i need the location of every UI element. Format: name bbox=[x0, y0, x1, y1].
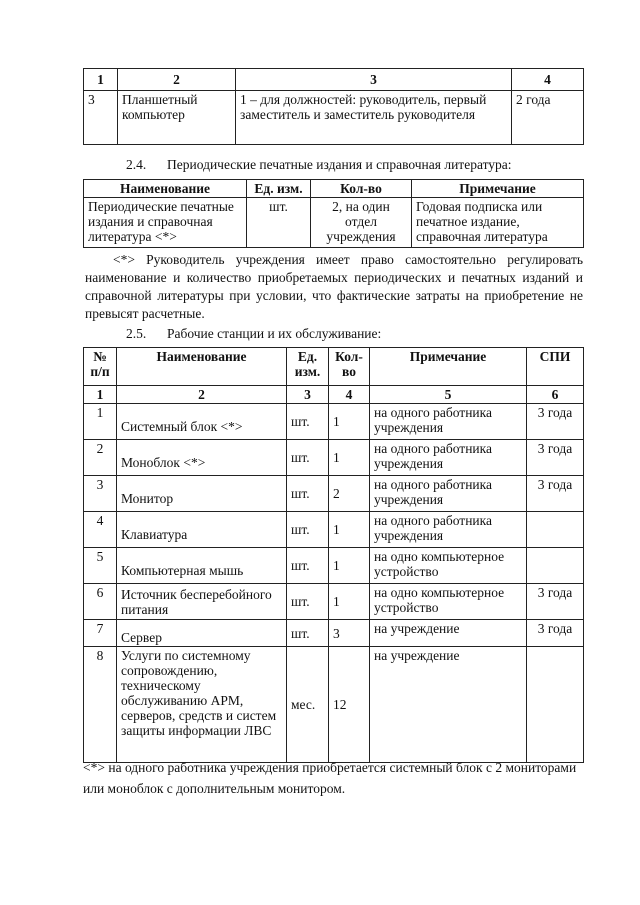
col-header-num: № п/п bbox=[84, 348, 117, 386]
row-name: Компьютерная мышь bbox=[117, 548, 287, 584]
table-row bbox=[84, 476, 584, 512]
row-qty: 1 bbox=[329, 512, 370, 548]
row-unit: шт. bbox=[287, 440, 329, 476]
footnote-workstations: <*> на одного работника учреждения приобретается системный блок с 2 мониторами или моноблок с дополнительным монитором. bbox=[83, 760, 577, 796]
workstations-table bbox=[83, 347, 584, 763]
row-term: 3 года bbox=[527, 440, 584, 476]
row-name: Клавиатура bbox=[117, 512, 287, 548]
row-note: на одно компьютерное устройство bbox=[370, 584, 527, 620]
table-row bbox=[84, 512, 584, 548]
row-number: 5 bbox=[84, 548, 117, 584]
col-number-6: 6 bbox=[527, 386, 584, 404]
col-header-note: Примечание bbox=[412, 180, 584, 198]
row-number: 8 bbox=[84, 647, 117, 763]
row-qty: 2, на один отдел учреждения bbox=[311, 198, 412, 248]
row-note: на одного работника учреждения bbox=[370, 440, 527, 476]
row-unit: шт. bbox=[287, 548, 329, 584]
row-qty: 1 bbox=[329, 584, 370, 620]
row-number: 4 bbox=[84, 512, 117, 548]
col-number-3: 3 bbox=[287, 386, 329, 404]
row-unit: шт. bbox=[287, 584, 329, 620]
col-header-2: 2 bbox=[118, 69, 236, 91]
row-number: 6 bbox=[84, 584, 117, 620]
row-term bbox=[527, 548, 584, 584]
section-number: 2.4. bbox=[126, 157, 147, 172]
col-header-qty: Кол-во bbox=[311, 180, 412, 198]
section-number: 2.5. bbox=[126, 326, 147, 341]
row-term: 3 года bbox=[527, 476, 584, 512]
equipment-table-continued bbox=[83, 68, 584, 145]
row-note: на одного работника учреждения bbox=[370, 476, 527, 512]
row-term: 3 года bbox=[527, 620, 584, 647]
row-name: Сервер bbox=[117, 620, 287, 647]
footnote-periodicals: <*> Руководитель учреждения имеет право самостоятельно регулировать наименование и количество приобретаемых периодических и печатных изданий и справочной литературы при условии, что фактические затраты на приобретение не превысят расчетные. bbox=[85, 252, 583, 321]
row-number: 1 bbox=[84, 404, 117, 440]
row-number: 3 bbox=[84, 91, 118, 145]
col-number-2: 2 bbox=[117, 386, 287, 404]
row-unit: шт. bbox=[287, 620, 329, 647]
col-header-1: 1 bbox=[84, 69, 118, 91]
col-header-qty: Кол-во bbox=[329, 348, 370, 386]
table-row bbox=[84, 620, 584, 647]
row-qty: 1 bbox=[329, 548, 370, 584]
table-row bbox=[84, 91, 584, 145]
section-heading-2-4 bbox=[126, 157, 512, 173]
col-number-1: 1 bbox=[84, 386, 117, 404]
col-header-4: 4 bbox=[512, 69, 584, 91]
col-header-unit: Ед. изм. bbox=[247, 180, 311, 198]
row-qty: 3 bbox=[329, 620, 370, 647]
row-unit: шт. bbox=[287, 404, 329, 440]
row-name: Услуги по системному сопровождению, техническому обслуживанию АРМ, серверов, средств и систем защиты информации ЛВС bbox=[117, 647, 287, 763]
col-number-4: 4 bbox=[329, 386, 370, 404]
col-header-name: Наименование bbox=[84, 180, 247, 198]
row-note: на одного работника учреждения bbox=[370, 512, 527, 548]
row-name: Моноблок <*> bbox=[117, 440, 287, 476]
col-header-3: 3 bbox=[236, 69, 512, 91]
row-note: на одно компьютерное устройство bbox=[370, 548, 527, 584]
periodicals-table bbox=[83, 179, 584, 248]
row-number: 7 bbox=[84, 620, 117, 647]
row-note: на учреждение bbox=[370, 647, 527, 763]
row-unit: шт. bbox=[287, 476, 329, 512]
row-note: Годовая подписка или печатное издание, справочная литература bbox=[412, 198, 584, 248]
table-row bbox=[84, 548, 584, 584]
row-qty: 2 bbox=[329, 476, 370, 512]
col-number-5: 5 bbox=[370, 386, 527, 404]
col-header-unit: Ед. изм. bbox=[287, 348, 329, 386]
row-note: на одного работника учреждения bbox=[370, 404, 527, 440]
row-unit: шт. bbox=[247, 198, 311, 248]
section-title: Рабочие станции и их обслуживание: bbox=[167, 326, 382, 341]
table-row bbox=[84, 404, 584, 440]
row-note: 1 – для должностей: руководитель, первый заместитель и заместитель руководителя bbox=[236, 91, 512, 145]
row-qty: 1 bbox=[329, 404, 370, 440]
row-term: 2 года bbox=[512, 91, 584, 145]
row-name: Планшетный компьютер bbox=[118, 91, 236, 145]
section-title: Периодические печатные издания и справочная литература: bbox=[167, 157, 512, 172]
row-qty: 12 bbox=[329, 647, 370, 763]
table-row bbox=[84, 198, 584, 248]
row-name: Монитор bbox=[117, 476, 287, 512]
table-row bbox=[84, 440, 584, 476]
row-unit: шт. bbox=[287, 512, 329, 548]
row-name: Системный блок <*> bbox=[117, 404, 287, 440]
row-name: Периодические печатные издания и справочная литература <*> bbox=[84, 198, 247, 248]
col-header-term: СПИ bbox=[527, 348, 584, 386]
col-header-name: Наименование bbox=[117, 348, 287, 386]
row-name: Источник бесперебойного питания bbox=[117, 584, 287, 620]
section-heading-2-5 bbox=[126, 326, 381, 342]
row-term bbox=[527, 647, 584, 763]
row-note: на учреждение bbox=[370, 620, 527, 647]
table-row bbox=[84, 647, 584, 763]
row-number: 2 bbox=[84, 440, 117, 476]
col-header-note: Примечание bbox=[370, 348, 527, 386]
row-qty: 1 bbox=[329, 440, 370, 476]
row-number: 3 bbox=[84, 476, 117, 512]
table-row bbox=[84, 584, 584, 620]
row-unit: мес. bbox=[287, 647, 329, 763]
row-term bbox=[527, 512, 584, 548]
row-term: 3 года bbox=[527, 404, 584, 440]
row-term: 3 года bbox=[527, 584, 584, 620]
